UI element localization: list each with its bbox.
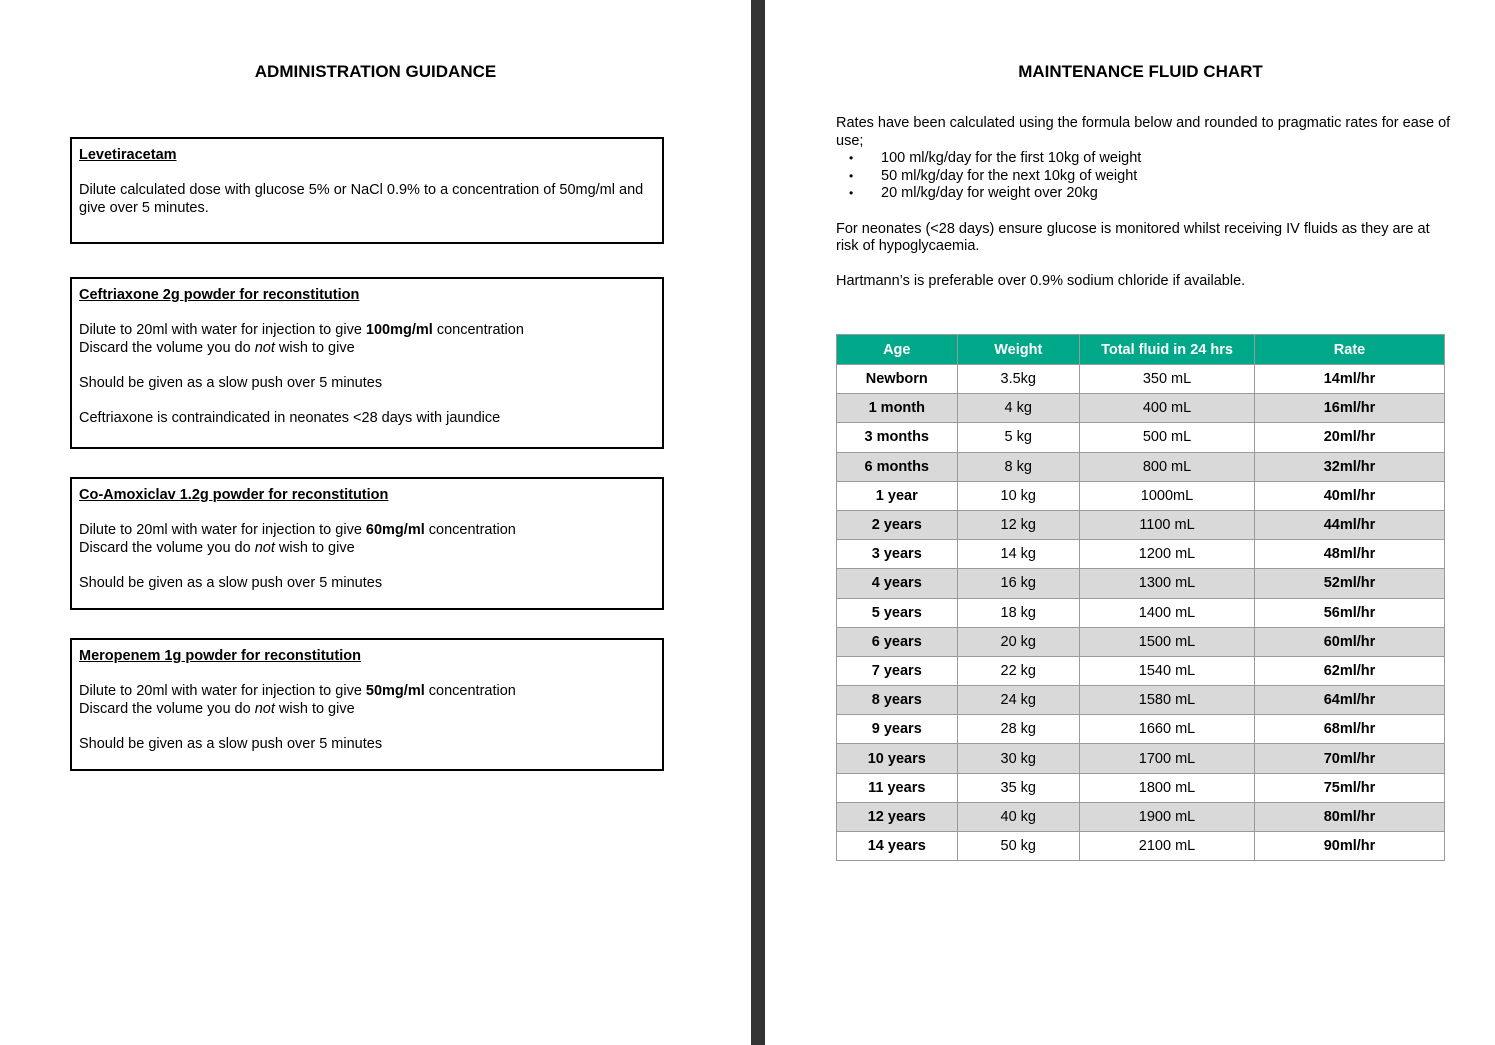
- total-fluid-cell: 1580 mL: [1079, 686, 1254, 715]
- table-row: [837, 773, 1445, 802]
- drug-box-ceftriaxone: [70, 277, 664, 449]
- age-cell: 11 years: [837, 773, 958, 802]
- rate-cell: 40ml/hr: [1255, 481, 1445, 510]
- weight-cell: 8 kg: [957, 452, 1079, 481]
- page-divider: [751, 0, 765, 1045]
- age-cell: 6 months: [837, 452, 958, 481]
- total-fluid-cell: 1000mL: [1079, 481, 1254, 510]
- total-fluid-cell: 400 mL: [1079, 394, 1254, 423]
- weight-cell: 28 kg: [957, 715, 1079, 744]
- drug-name: Ceftriaxone 2g powder for reconstitution: [79, 287, 360, 303]
- total-fluid-cell: 350 mL: [1079, 365, 1254, 394]
- push-instruction: Should be given as a slow push over 5 minutes: [79, 735, 383, 752]
- table-header-row: [837, 335, 1445, 365]
- list-item: • 100 ml/kg/day for the first 10kg of weight: [836, 150, 1456, 168]
- table-row: [837, 686, 1445, 715]
- total-fluid-cell: 500 mL: [1079, 423, 1254, 452]
- age-cell: 3 months: [837, 423, 958, 452]
- hartmann-note: Hartmann’s is preferable over 0.9% sodium chloride if available.: [836, 273, 1246, 290]
- total-fluid-cell: 1900 mL: [1079, 802, 1254, 831]
- page-title: ADMINISTRATION GUIDANCE: [254, 62, 497, 81]
- age-cell: 9 years: [837, 715, 958, 744]
- table-row: [837, 744, 1445, 773]
- total-fluid-cell: 1700 mL: [1079, 744, 1254, 773]
- total-fluid-cell: 1400 mL: [1079, 598, 1254, 627]
- total-fluid-cell: 1660 mL: [1079, 715, 1254, 744]
- column-header: Weight: [957, 335, 1079, 365]
- weight-cell: 24 kg: [957, 686, 1079, 715]
- drug-name: Meropenem 1g powder for reconstitution: [79, 648, 361, 664]
- discard-instruction: Discard the volume you do not wish to give: [79, 539, 355, 556]
- drug-box-co-amoxiclav: [70, 477, 664, 610]
- drug-instruction: Dilute calculated dose with glucose 5% or NaCl 0.9% to a concentration of 50mg/ml and give over 5 minutes.: [79, 182, 644, 216]
- age-cell: 14 years: [837, 832, 958, 861]
- rate-cell: 56ml/hr: [1255, 598, 1445, 627]
- table-row: [837, 832, 1445, 861]
- rate-cell: 20ml/hr: [1255, 423, 1445, 452]
- age-cell: 4 years: [837, 569, 958, 598]
- rate-cell: 60ml/hr: [1255, 627, 1445, 656]
- column-header: Rate: [1255, 335, 1445, 365]
- table-row: [837, 423, 1445, 452]
- column-header: Age: [837, 335, 958, 365]
- age-cell: Newborn: [837, 365, 958, 394]
- concentration-value: 50mg/ml: [365, 683, 425, 700]
- total-fluid-cell: 800 mL: [1079, 452, 1254, 481]
- age-cell: 1 year: [837, 481, 958, 510]
- rate-cell: 32ml/hr: [1255, 452, 1445, 481]
- total-fluid-cell: 1300 mL: [1079, 569, 1254, 598]
- rate-cell: 44ml/hr: [1255, 510, 1445, 539]
- dilution-instruction: Dilute to 20ml with water for injection to give 100mg/ml concentration: [79, 322, 524, 339]
- weight-cell: 3.5kg: [957, 365, 1079, 394]
- fluid-guidance-text: [836, 115, 1456, 291]
- rate-cell: 70ml/hr: [1255, 744, 1445, 773]
- weight-cell: 18 kg: [957, 598, 1079, 627]
- concentration-value: 60mg/ml: [365, 522, 425, 539]
- age-cell: 10 years: [837, 744, 958, 773]
- total-fluid-cell: 1500 mL: [1079, 627, 1254, 656]
- table-row: [837, 802, 1445, 831]
- drug-name: Co-Amoxiclav 1.2g powder for reconstitution: [79, 487, 389, 503]
- concentration-value: 100mg/ml: [365, 322, 433, 339]
- weight-cell: 14 kg: [957, 540, 1079, 569]
- weight-cell: 16 kg: [957, 569, 1079, 598]
- table-row: [837, 481, 1445, 510]
- push-instruction: Should be given as a slow push over 5 minutes: [79, 374, 383, 391]
- weight-cell: 5 kg: [957, 423, 1079, 452]
- drug-name: Levetiracetam: [79, 147, 177, 163]
- fluid-chart-table: [836, 334, 1445, 861]
- age-cell: 5 years: [837, 598, 958, 627]
- age-cell: 1 month: [837, 394, 958, 423]
- rate-cell: 90ml/hr: [1255, 832, 1445, 861]
- weight-cell: 10 kg: [957, 481, 1079, 510]
- rate-cell: 75ml/hr: [1255, 773, 1445, 802]
- table-row: [837, 540, 1445, 569]
- list-item: • 20 ml/kg/day for weight over 20kg: [836, 185, 1456, 203]
- weight-cell: 20 kg: [957, 627, 1079, 656]
- rate-cell: 52ml/hr: [1255, 569, 1445, 598]
- table-row: [837, 394, 1445, 423]
- weight-cell: 35 kg: [957, 773, 1079, 802]
- total-fluid-cell: 1540 mL: [1079, 656, 1254, 685]
- dilution-instruction: Dilute to 20ml with water for injection to give 60mg/ml concentration: [79, 522, 516, 539]
- intro-text: Rates have been calculated using the formula below and rounded to pragmatic rates for ease of use;: [836, 115, 1451, 149]
- rate-cell: 64ml/hr: [1255, 686, 1445, 715]
- rate-cell: 62ml/hr: [1255, 656, 1445, 685]
- discard-instruction: Discard the volume you do not wish to give: [79, 700, 355, 717]
- weight-cell: 22 kg: [957, 656, 1079, 685]
- page-title: MAINTENANCE FLUID CHART: [1018, 62, 1263, 81]
- rate-cell: 80ml/hr: [1255, 802, 1445, 831]
- dilution-instruction: Dilute to 20ml with water for injection to give 50mg/ml concentration: [79, 683, 516, 700]
- total-fluid-cell: 2100 mL: [1079, 832, 1254, 861]
- age-cell: 2 years: [837, 510, 958, 539]
- list-item: • 50 ml/kg/day for the next 10kg of weight: [836, 168, 1456, 186]
- rate-cell: 68ml/hr: [1255, 715, 1445, 744]
- maintenance-fluid-page: [765, 0, 1495, 1045]
- rate-cell: 16ml/hr: [1255, 394, 1445, 423]
- age-cell: 6 years: [837, 627, 958, 656]
- table-row: [837, 598, 1445, 627]
- table-row: [837, 569, 1445, 598]
- age-cell: 12 years: [837, 802, 958, 831]
- weight-cell: 40 kg: [957, 802, 1079, 831]
- formula-list: [836, 150, 1456, 203]
- total-fluid-cell: 1800 mL: [1079, 773, 1254, 802]
- drug-box-meropenem: [70, 638, 664, 771]
- weight-cell: 12 kg: [957, 510, 1079, 539]
- total-fluid-cell: 1100 mL: [1079, 510, 1254, 539]
- neonates-note: For neonates (<28 days) ensure glucose is monitored whilst receiving IV fluids as they are at risk of hypoglycaemia.: [836, 220, 1430, 255]
- drug-box-levetiracetam: [70, 137, 664, 244]
- table-row: [837, 510, 1445, 539]
- weight-cell: 30 kg: [957, 744, 1079, 773]
- push-instruction: Should be given as a slow push over 5 minutes: [79, 574, 383, 591]
- table-row: [837, 715, 1445, 744]
- rate-cell: 48ml/hr: [1255, 540, 1445, 569]
- table-row: [837, 656, 1445, 685]
- rate-cell: 14ml/hr: [1255, 365, 1445, 394]
- table-row: [837, 452, 1445, 481]
- total-fluid-cell: 1200 mL: [1079, 540, 1254, 569]
- contraindication-note: Ceftriaxone is contraindicated in neonates <28 days with jaundice: [79, 410, 501, 427]
- weight-cell: 50 kg: [957, 832, 1079, 861]
- table-row: [837, 627, 1445, 656]
- age-cell: 8 years: [837, 686, 958, 715]
- discard-instruction: Discard the volume you do not wish to give: [79, 339, 355, 356]
- column-header: Total fluid in 24 hrs: [1079, 335, 1254, 365]
- age-cell: 3 years: [837, 540, 958, 569]
- table-row: [837, 365, 1445, 394]
- age-cell: 7 years: [837, 656, 958, 685]
- weight-cell: 4 kg: [957, 394, 1079, 423]
